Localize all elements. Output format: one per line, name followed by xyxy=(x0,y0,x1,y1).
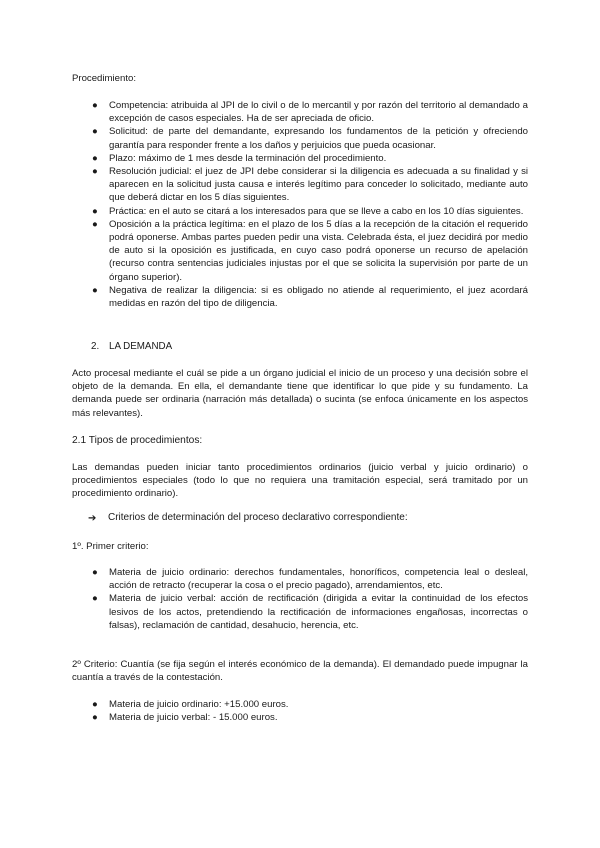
list-item: ● Materia de juicio verbal: acción de rectificación (dirigida a evitar la continuidad de los efectos lesivos de los actos, pretendiendo la rectificación de informaciones engañosas, incorrectas o falsas), reclamación de cantidad, desahucio, herencia, etc. xyxy=(92,593,528,631)
list-item: ● Negativa de realizar la diligencia: si es obligado no atiende al requerimiento, el juez acordará medidas en razón del tipo de diligencia. xyxy=(92,284,528,310)
bullet-icon: ● xyxy=(92,218,98,230)
bullet-icon: ● xyxy=(92,166,98,178)
list-item: ● Práctica: en el auto se citará a los interesados para que se lleve a cabo en los 10 días siguientes. xyxy=(92,205,524,217)
list-item: ● Oposición a la práctica legítima: en el plazo de los 5 días a la recepción de la citación el requerido podrá oponerse. Ambas partes pueden pedir una vista. Celebrada ésta, el juez decidirá por medio de auto si la oposición es justificada, en cuyo caso podrá oponerse un recurso de apelación (recurso contra sentencias judiciales injustas por el que se solicita la supervisión por parte de un órgano superior). xyxy=(92,218,528,283)
para-demanda: Acto procesal mediante el cuál se pide a un órgano judicial el inicio de un proceso y una decisión sobre el objeto de la demanda. En ella, el demandante tiene que identificar lo que pide y su fundamento. La demanda puede ser ordinaria (narración más detallada) o sucinta (se enfoca únicamente en los aspectos más relevantes). xyxy=(72,368,528,419)
criterio1-title: 1º. Primer criterio: xyxy=(72,541,149,552)
bullet-icon: ● xyxy=(92,205,98,217)
bullet-icon: ● xyxy=(92,284,98,296)
bullet-icon: ● xyxy=(92,152,98,164)
list-item: ● Resolución judicial: el juez de JPI debe considerar si la diligencia es adecuada a su finalidad y si aparecen en la solicitud justa causa e interés legítimo para conceder lo solicitado, mediante auto que deberá dictar en los 5 días siguientes. xyxy=(92,166,528,204)
list-item: ● Materia de juicio ordinario: derechos fundamentales, honoríficos, competencia leal o desleal, acción de retracto (recuperar la cosa o el precio pagado), arrendamientos, etc. xyxy=(92,567,528,592)
bullet-icon: ● xyxy=(92,593,98,605)
criterios-heading: Criterios de determinación del proceso declarativo correspondiente: xyxy=(108,512,408,523)
bullet-icon: ● xyxy=(92,126,98,138)
list-item: ● Solicitud: de parte del demandante, expresando los fundamentos de la petición y ofreciendo garantía para responder frente a los daños y perjuicios que pueda ocasionar. xyxy=(92,126,528,151)
list-item: ● Plazo: máximo de 1 mes desde la terminación del procedimiento. xyxy=(92,152,387,164)
list-item: ● Materia de juicio ordinario: +15.000 euros. xyxy=(92,699,289,710)
para-tipos: Las demandas pueden iniciar tanto procedimientos ordinarios (juicio verbal y juicio ordinario) o procedimientos especiales (todo lo que no requiera una tramitación especial, será tramitado por un procedimiento ordinario). xyxy=(72,462,528,500)
bullet-icon: ● xyxy=(92,100,98,111)
arrow-right-icon: ➔ xyxy=(88,513,97,524)
procedimiento-list xyxy=(92,99,528,310)
criterio2-list xyxy=(92,698,528,724)
section-title: LA DEMANDA xyxy=(109,341,173,352)
list-item: ● Materia de juicio verbal: - 15.000 euros. xyxy=(92,712,278,724)
subsection-title: 2.1 Tipos de procedimientos: xyxy=(72,435,203,446)
section-number: 2. xyxy=(91,341,100,352)
heading-procedimiento: Procedimiento: xyxy=(72,73,136,84)
para-criterio2: 2º Criterio: Cuantía (se fija según el interés económico de la demanda). El demandado puede impugnar la cuantía a través de la contestación. xyxy=(72,659,528,684)
bullet-icon: ● xyxy=(92,712,98,724)
bullet-icon: ● xyxy=(92,567,98,578)
criterio1-list xyxy=(92,566,528,632)
list-item: ● Competencia: atribuida al JPI de lo civil o de lo mercantil y por razón del territorio al demandado a excepción de casos especiales. Ha de ser apreciada de oficio. xyxy=(92,100,528,125)
bullet-icon: ● xyxy=(92,699,98,710)
